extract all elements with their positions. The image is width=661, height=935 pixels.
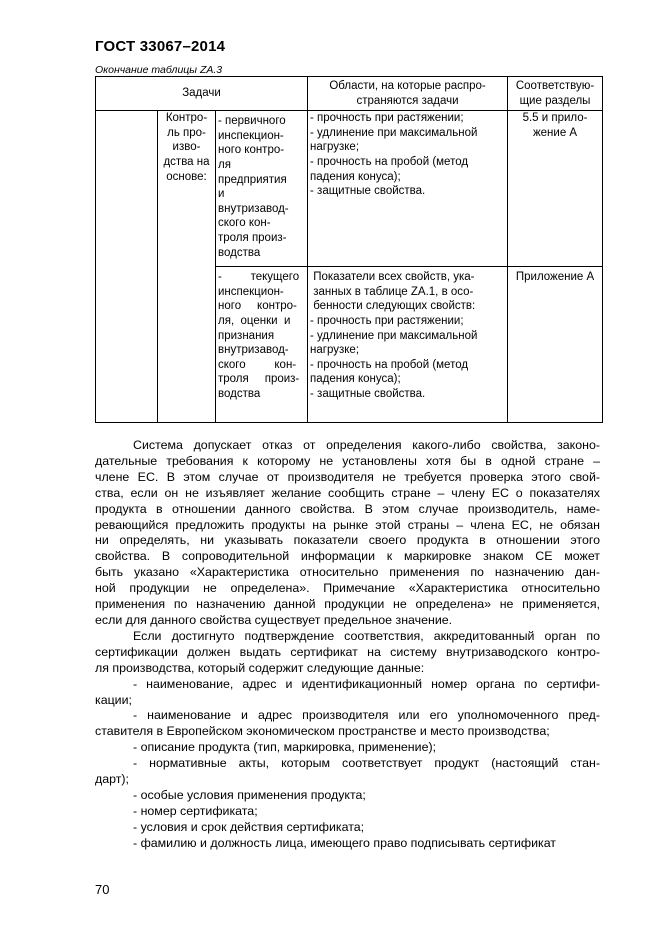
- text-line: продукта в отношении данного свойства. В этом случае производитель, наме-: [95, 501, 600, 516]
- list-item: [95, 677, 600, 709]
- standard-title: ГОСТ 33067–2014: [95, 38, 226, 55]
- sections-cell: Приложение А: [508, 267, 603, 423]
- text-line: кации;: [95, 692, 132, 707]
- list-item: [95, 836, 600, 852]
- text-line: Если достигнуто подтверждение соответствия, аккредитованный орган по: [133, 628, 600, 643]
- text-line: члене ЕС. В этом случае от производителя не требуется проверка этого свой-: [95, 469, 600, 484]
- text-line: - наименование, адрес и идентификационный номер органа по сертифи-: [133, 676, 600, 691]
- text-line: ной продукции не определена». Примечание «Характеристика относительно: [95, 581, 600, 596]
- text-line: дательные требования к которому не установлены хотя бы в одной стране –: [95, 453, 600, 468]
- header-sections: Соответствую- щие разделы: [508, 77, 603, 111]
- text-line: если для данного свойства существует предельное значение.: [95, 612, 453, 627]
- areas-cell: - прочность при растяжении; - удлинение при максимальной нагрузке; - прочность на пробой (метод падения конуса); - защитные свойства.: [308, 111, 508, 267]
- empty-cell: [96, 111, 158, 423]
- text-line: быть указано «Характеристика относительно применения по назначению дан-: [95, 565, 600, 580]
- list-item: [95, 740, 600, 756]
- list-item: [95, 820, 600, 836]
- list-item: [95, 708, 600, 740]
- list-item: [95, 804, 600, 820]
- text-line: сертификации должен выдать сертификат на систему внутризаводского контро-: [95, 644, 600, 659]
- text-line: применения по назначению данной продукции не определена» не применяется,: [95, 597, 600, 612]
- text-line: - нормативные акты, которым соответствует продукт (настоящий стан-: [133, 756, 600, 771]
- text-line: свойства. В сопроводительной информации к маркировке знаком СЕ может: [95, 549, 600, 564]
- task-cell: - первичного инспекцион- ного контро- ля предприятия и внутризавод- ского кон- троля произ- водства: [216, 111, 308, 267]
- page-number: 70: [95, 882, 110, 897]
- header-areas: Области, на которые распро- страняются задачи: [308, 77, 508, 111]
- body-text: [95, 438, 600, 852]
- requirements-table: [95, 76, 603, 423]
- text-line: - наименование и адрес производителя или его уполномоченного пред-: [133, 708, 600, 723]
- text-line: - описание продукта (тип, маркировка, применение);: [133, 740, 437, 755]
- task-cell: - текущего инспекцион- ного контро- ля, оценки и признания внутризавод- ского кон- троля произ- водства: [216, 267, 308, 423]
- text-line: - фамилию и должность лица, имеющего право подписывать сертификат: [133, 835, 556, 850]
- control-label-cell: Контро- ль про- изво- дства на основе:: [158, 111, 216, 423]
- text-line: ставителя в Европейском экономическом пространстве и место производства;: [95, 724, 550, 739]
- data-list: [95, 677, 600, 852]
- text-line: ства, если он не изъявляет желание сообщить стране – члену ЕС о показателях: [95, 485, 600, 500]
- table-row: [96, 111, 603, 267]
- header-tasks: Задачи: [96, 77, 308, 111]
- sections-cell: 5.5 и прило- жение А: [508, 111, 603, 267]
- list-item: [95, 788, 600, 804]
- text-line: ни определять, ни указывать показатели своего продукта в отношении этого: [95, 533, 600, 548]
- areas-cell: Показатели всех свойств, ука- занных в таблице ZA.1, в осо- бенности следующих свойств: - прочность при растяжении; - удлинение при максимальной нагрузке; - прочность на пробой (метод падения конуса); - защитные свойства.: [308, 267, 508, 423]
- paragraph: [95, 629, 600, 677]
- table-header-row: [96, 77, 603, 111]
- text-line: дарт);: [95, 772, 129, 787]
- table-caption: Окончание таблицы ZA.3: [95, 64, 223, 76]
- paragraph: [95, 438, 600, 629]
- text-line: ля производства, который содержит следующие данные:: [95, 660, 425, 675]
- text-line: - условия и срок действия сертификата;: [133, 819, 365, 834]
- text-line: - особые условия применения продукта;: [133, 787, 366, 802]
- list-item: [95, 756, 600, 788]
- text-line: Система допускает отказ от определения какого-либо свойства, законо-: [133, 438, 600, 452]
- text-line: ревающийся предложить продукты на рынке этой страны – члена ЕС, не обязан: [95, 517, 600, 532]
- text-line: - номер сертификата;: [133, 803, 258, 818]
